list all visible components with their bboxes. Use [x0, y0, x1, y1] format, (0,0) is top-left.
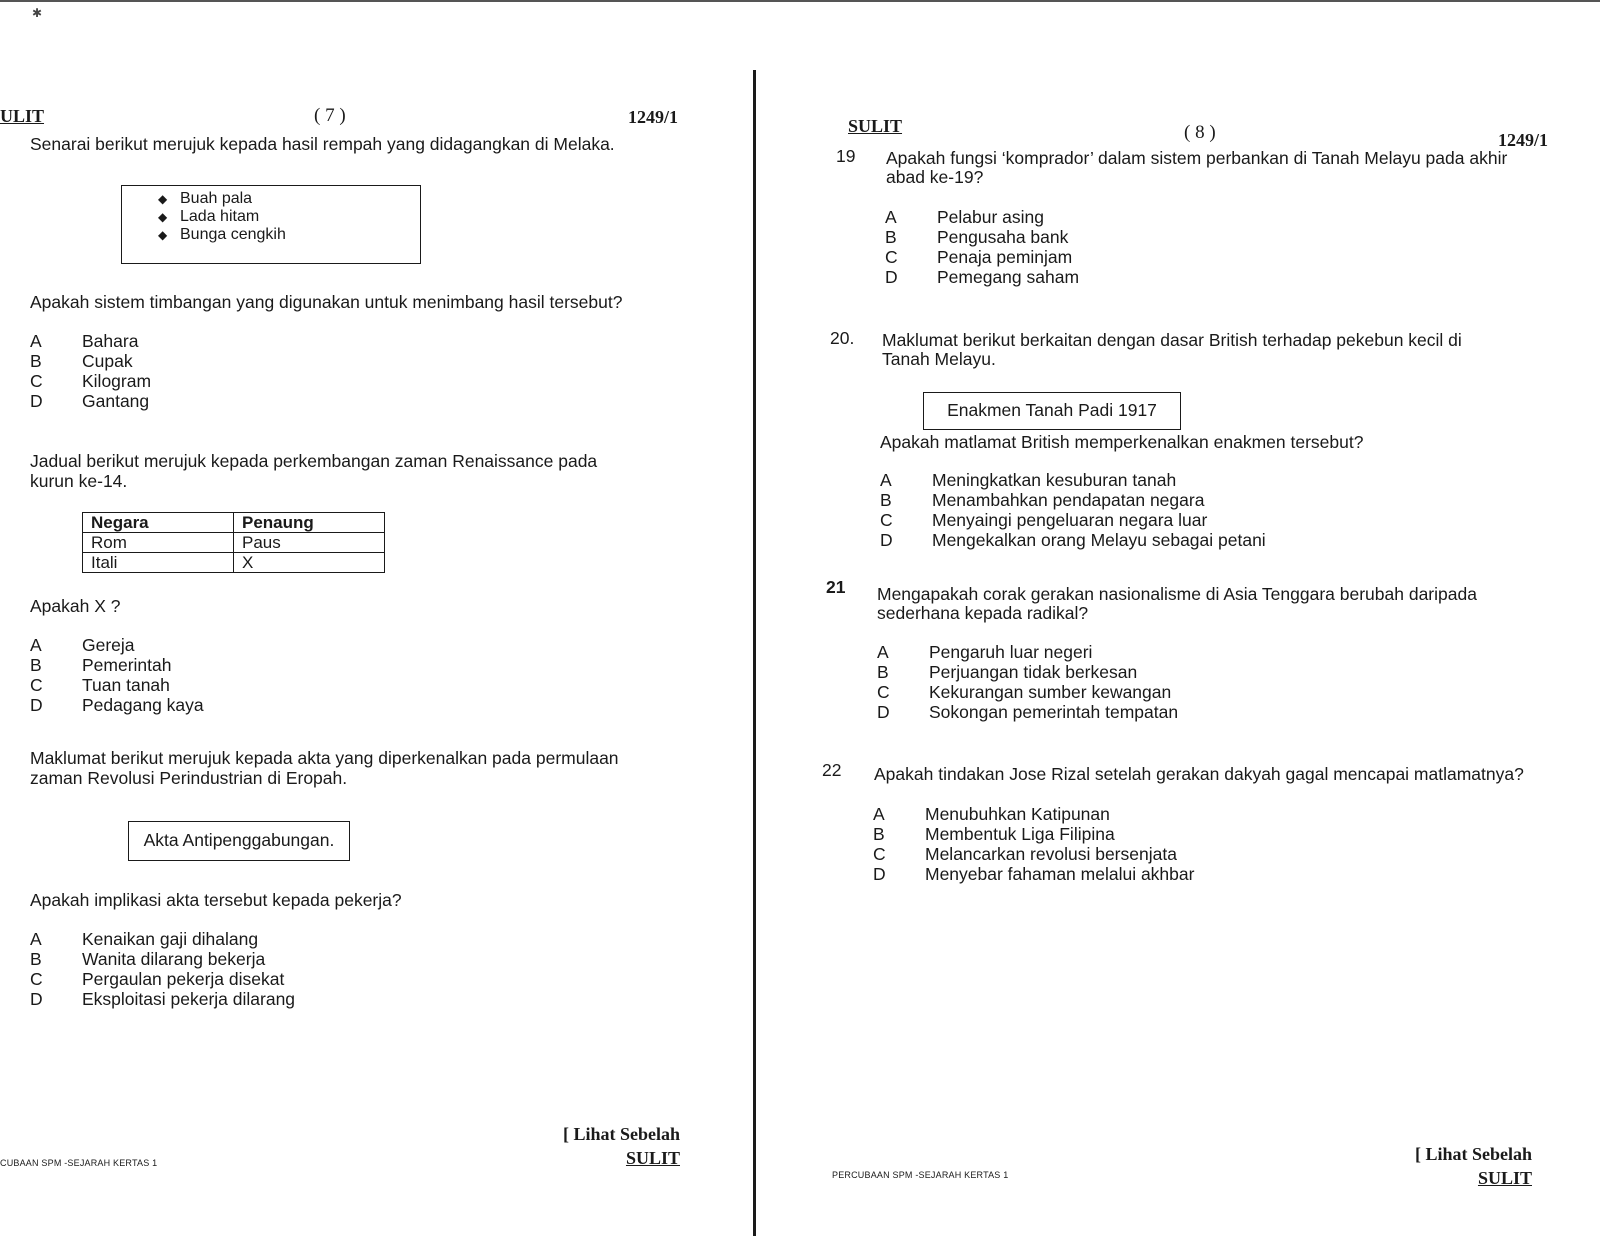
right-page-number: ( 8 ) [1184, 122, 1216, 143]
q20-stem-line2: Tanah Melayu. [882, 349, 996, 369]
left-header-sulit: ULIT [0, 106, 45, 126]
q20-stem-line1: Maklumat berikut berkaitan dengan dasar British terhadap pekebun kecil di [882, 330, 1462, 350]
right-footer-sulit: SULIT [1477, 1168, 1532, 1188]
option-a[interactable]: A Menubuhkan Katipunan [873, 804, 1110, 824]
list-item: ◆ Buah pala [158, 190, 253, 207]
q-akta-question: Apakah implikasi akta tersebut kepada pekerja? [30, 890, 402, 910]
q-akta-options [30, 929, 295, 1009]
table-cell: Itali [83, 553, 234, 573]
option-a[interactable]: A Gereja [30, 635, 135, 655]
q-spice-stem: Senarai berikut merujuk kepada hasil rempah yang didagangkan di Melaka. [30, 134, 615, 154]
spice-list-box [121, 185, 421, 264]
option-b[interactable]: B Wanita dilarang bekerja [30, 949, 266, 969]
table-cell: Paus [234, 533, 385, 553]
q21-stem-line1: Mengapakah corak gerakan nasionalisme di Asia Tenggara berubah daripada [877, 584, 1477, 604]
left-paper-code: 1249/1 [628, 107, 679, 127]
right-paper-code: 1249/1 [1498, 130, 1549, 150]
option-b[interactable]: B Menambahkan pendapatan negara [880, 490, 1205, 510]
option-d[interactable]: D Sokongan pemerintah tempatan [877, 702, 1179, 722]
akta-box: Akta Antipenggabungan. [128, 821, 350, 861]
option-c[interactable]: C Melancarkan revolusi bersenjata [873, 844, 1177, 864]
option-b[interactable]: B Pemerintah [30, 655, 172, 675]
option-c[interactable]: C Menyaingi pengeluaran negara luar [880, 510, 1208, 530]
diamond-bullet-icon: ◆ [158, 228, 168, 242]
right-footer-lihat-sebelah: [ Lihat Sebelah [1414, 1144, 1532, 1164]
left-footer-exam-title: CUBAAN SPM -SEJARAH KERTAS 1 [0, 1158, 158, 1168]
right-page [760, 0, 1600, 1236]
q19-number: 19 [836, 146, 856, 166]
option-a[interactable]: A Kenaikan gaji dihalang [30, 929, 259, 949]
left-page-number: ( 7 ) [314, 105, 346, 126]
scan-speck: ✱ [32, 6, 43, 20]
right-footer-exam-title: PERCUBAAN SPM -SEJARAH KERTAS 1 [832, 1170, 1009, 1180]
option-c[interactable]: C Pergaulan pekerja disekat [30, 969, 285, 989]
q20-number: 20. [830, 328, 855, 348]
enakmen-box: Enakmen Tanah Padi 1917 [923, 392, 1181, 430]
list-item: ◆ Lada hitam [158, 208, 260, 225]
q-akta-stem-line2: zaman Revolusi Perindustrian di Eropah. [30, 768, 348, 788]
q19-options [885, 207, 1079, 287]
table-cell: X [234, 553, 385, 573]
option-b[interactable]: B Pengusaha bank [885, 227, 1069, 247]
option-d[interactable]: D Pemegang saham [885, 267, 1080, 287]
option-b[interactable]: B Cupak [30, 351, 133, 371]
option-a[interactable]: A Bahara [30, 331, 139, 351]
right-header-sulit: SULIT [848, 116, 903, 136]
diamond-bullet-icon: ◆ [158, 192, 168, 206]
option-c[interactable]: C Penaja peminjam [885, 247, 1073, 267]
option-d[interactable]: D Gantang [30, 391, 150, 411]
q22-number: 22 [822, 760, 842, 780]
left-footer-sulit: SULIT [625, 1148, 680, 1168]
q22-stem: Apakah tindakan Jose Rizal setelah gerakan dakyah gagal mencapai matlamatnya? [874, 764, 1524, 784]
table-row [83, 553, 385, 573]
option-a[interactable]: A Meningkatkan kesuburan tanah [880, 470, 1177, 490]
q-spice-options [30, 331, 151, 411]
option-d[interactable]: D Menyebar fahaman melalui akhbar [873, 864, 1195, 884]
renaissance-table [82, 512, 385, 573]
q21-options [877, 642, 1178, 722]
q-renaissance-options [30, 635, 204, 715]
option-b[interactable]: B Perjuangan tidak berkesan [877, 662, 1138, 682]
table-cell: Rom [83, 533, 234, 553]
q-renaissance-stem-line1: Jadual berikut merujuk kepada perkembangan zaman Renaissance pada [30, 451, 598, 471]
page-fold-line [753, 70, 756, 1236]
q-renaissance-question: Apakah X ? [30, 596, 121, 616]
q-akta-stem-line1: Maklumat berikut merujuk kepada akta yang diperkenalkan pada permulaan [30, 748, 619, 768]
option-a[interactable]: A Pelabur asing [885, 207, 1045, 227]
left-footer-lihat-sebelah: [ Lihat Sebelah [562, 1124, 680, 1144]
option-c[interactable]: C Tuan tanah [30, 675, 170, 695]
q-spice-question: Apakah sistem timbangan yang digunakan untuk menimbang hasil tersebut? [30, 292, 623, 312]
q22-options [873, 804, 1194, 884]
diamond-bullet-icon: ◆ [158, 210, 168, 224]
q19-stem-line2: abad ke-19? [886, 167, 984, 187]
table-header-row [83, 513, 385, 533]
q20-question: Apakah matlamat British memperkenalkan enakmen tersebut? [880, 432, 1364, 452]
option-d[interactable]: D Pedagang kaya [30, 695, 204, 715]
option-c[interactable]: C Kilogram [30, 371, 152, 391]
option-c[interactable]: C Kekurangan sumber kewangan [877, 682, 1172, 702]
q21-stem-line2: sederhana kepada radikal? [877, 603, 1089, 623]
list-item: ◆ Bunga cengkih [158, 226, 286, 243]
table-header-cell: Penaung [234, 513, 385, 533]
table-header-cell: Negara [83, 513, 234, 533]
q21-number: 21 [826, 577, 846, 597]
q20-options [880, 470, 1266, 550]
option-b[interactable]: B Membentuk Liga Filipina [873, 824, 1115, 844]
option-d[interactable]: D Eksploitasi pekerja dilarang [30, 989, 296, 1009]
option-d[interactable]: D Mengekalkan orang Melayu sebagai petani [880, 530, 1266, 550]
table-row [83, 533, 385, 553]
option-a[interactable]: A Pengaruh luar negeri [877, 642, 1093, 662]
q19-stem-line1: Apakah fungsi ‘komprador’ dalam sistem perbankan di Tanah Melayu pada akhir [886, 148, 1508, 168]
left-page [0, 0, 750, 1236]
q-renaissance-stem-line2: kurun ke-14. [30, 471, 128, 491]
